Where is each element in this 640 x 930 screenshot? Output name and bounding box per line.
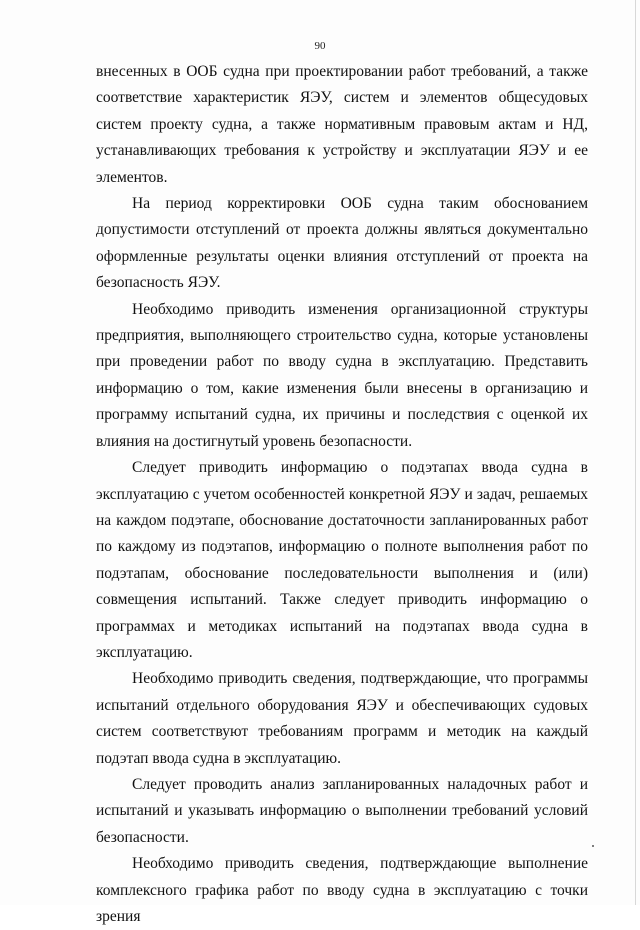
paragraph-organizational-changes: Необходимо приводить изменения организационной структуры предприятия, выполняющего строительство судна, которые установлены при проведении работ по вводу судна в эксплуатацию. Представить информацию о том, какие изменения были внесены в организацию и программу испытаний судна, их причины и последствия с оценкой их влияния на достигнутый уровень безопасности.	[96, 300, 588, 450]
paragraph-continuation: внесенных в ООБ судна при проектировании работ требований, а также соответствие характеристик ЯЭУ, систем и элементов общесудовых систем проекту судна, а также нормативным правовым актам и НД, устанавливающих требования к устройству и эксплуатации ЯЭУ и ее элементов.	[96, 63, 588, 186]
scan-edge	[635, 0, 636, 905]
paragraph-test-programs: Необходимо приводить сведения, подтверждающие, что программы испытаний отдельного оборудования ЯЭУ и обеспечивающих судовых систем соответствуют требованиям программ и методик на каждый подэтап ввода судна в эксплуатацию.	[96, 670, 588, 767]
paragraph-adjustment-works: Следует проводить анализ запланированных наладочных работ и испытаний и указывать информацию о выполнении требований условий безопасности.	[96, 775, 588, 846]
body-text	[96, 59, 588, 930]
scan-speck	[592, 845, 594, 847]
paragraph-deviations-justification: На период корректировки ООБ судна таким обоснованием допустимости отступлений от проекта должны являться документально оформленные результаты оценки влияния отступлений от проекта на безопасность ЯЭУ.	[96, 195, 588, 292]
paragraph-complex-schedule: Необходимо приводить сведения, подтверждающие выполнение комплексного графика работ по вводу судна в эксплуатацию с точки зрения	[96, 855, 588, 925]
page-number: 90	[314, 40, 326, 52]
paragraph-commissioning-substages: Следует приводить информацию о подэтапах ввода судна в эксплуатацию с учетом особенностей конкретной ЯЭУ и задач, решаемых на каждом подэтапе, обоснование достаточности запланированных работ по каждому из подэтапов, информацию о полноте выполнения работ по подэтапам, обоснование последовательности выполнения и (или) совмещения испытаний. Также следует приводить информацию о программах и методиках испытаний на подэтапах ввода судна в эксплуатацию.	[96, 459, 588, 661]
